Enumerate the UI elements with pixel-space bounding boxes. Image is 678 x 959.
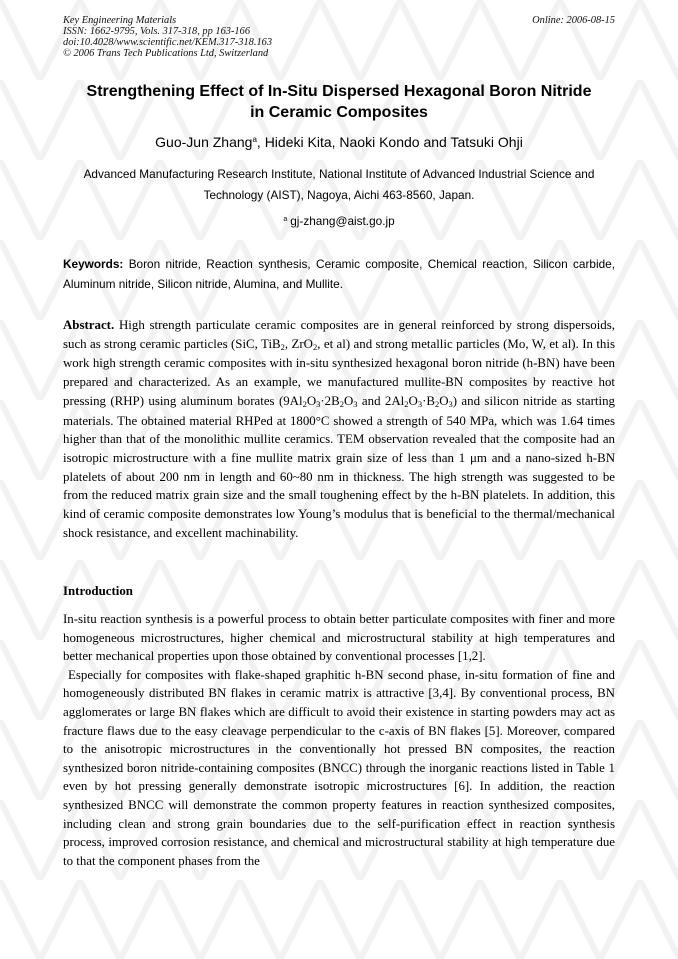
abstract-text: O bbox=[306, 393, 317, 408]
paper-title bbox=[40, 81, 638, 123]
abstract-text: and 2Al bbox=[357, 393, 405, 408]
subscript: 2 bbox=[434, 398, 440, 409]
subscript: 3 bbox=[448, 398, 453, 409]
abstract-text: O bbox=[343, 393, 354, 408]
doi-line: doi:10.4028/www.scientific.net/KEM.317-318.163 bbox=[63, 37, 273, 48]
abstract-section bbox=[63, 316, 615, 542]
title-line-1: Strengthening Effect of In-Situ Dispersed Hexagonal Boron Nitride bbox=[86, 83, 592, 100]
subscript: 2 bbox=[302, 398, 307, 409]
title-line-2: in Ceramic Composites bbox=[250, 104, 428, 121]
other-authors: , Hideki Kita, Naoki Kondo and Tatsuki Ohji bbox=[256, 134, 523, 150]
subscript: 2 bbox=[280, 341, 285, 352]
abstract-label: Abstract. bbox=[63, 318, 115, 332]
section-heading-introduction: Introduction bbox=[63, 584, 133, 598]
journal-header bbox=[63, 15, 272, 59]
email-address: gj-zhang@aist.go.jp bbox=[290, 214, 395, 228]
author-list bbox=[40, 132, 638, 152]
abstract-text: O bbox=[439, 393, 449, 408]
issn-line: ISSN: 1662-9795, Vols. 317-318, pp 163-166 bbox=[63, 26, 251, 37]
online-date: Online: 2006-08-15 bbox=[532, 15, 615, 26]
keywords-text: Boron nitride, Reaction synthesis, Ceramic composite, Chemical reaction, Silicon carbide, Aluminum nitride, Silicon nitride, Alumina, and Mullite. bbox=[63, 257, 615, 291]
subscript: 2 bbox=[404, 398, 409, 409]
abstract-text: ·B bbox=[422, 393, 435, 408]
abstract-text: , ZrO bbox=[284, 336, 313, 351]
author-affiliation-mark: a bbox=[252, 135, 257, 144]
subscript: 2 bbox=[312, 341, 318, 352]
abstract-text: ·2B bbox=[320, 393, 340, 408]
keywords-section bbox=[63, 254, 615, 294]
keywords-label: Keywords: bbox=[63, 257, 124, 271]
author-email bbox=[40, 214, 638, 229]
affiliation-line-2: Technology (AIST), Nagoya, Aichi 463-8560, Japan. bbox=[203, 187, 475, 202]
affiliation-line-1: Advanced Manufacturing Research Institute, National Institute of Advanced Industrial Science and bbox=[83, 167, 595, 181]
first-author: Guo-Jun Zhang bbox=[155, 134, 253, 150]
abstract-text: ) and silicon nitride as starting materials. The obtained material RHPed at 1800°C showed a strength of 540 MPa, which was 1.64 times higher than that of the monolithic mullite ceramics. TEM observation revealed that the composite had an isotropic microstructure with a fine mullite matrix grain size of less than 1 μm and a nano-sized h-BN platelets of about 200 nm in length and 60~80 nm in thickness. The high strength was suggested to be from the reduced matrix grain size and the small toughening effect by the h-BN platelets. In addition, this kind of ceramic composite demonstrates low Young’s modulus that is beneficial to the thermal/mechanical shock resistance, and excellent machinability. bbox=[63, 393, 615, 540]
introduction-body bbox=[63, 610, 615, 870]
abstract-text: High strength particulate ceramic composites are in general reinforced by strong dispersoids, such as strong ceramic particles (SiC, TiB bbox=[63, 318, 615, 351]
copyright-line: © 2006 Trans Tech Publications Ltd, Switzerland bbox=[63, 48, 269, 59]
subscript: 3 bbox=[417, 398, 423, 409]
intro-paragraph-1: In-situ reaction synthesis is a powerful process to obtain better particulate composites with finer and more homogeneous microstructures, higher chemical and microstructural stability at high temperatures and better mechanical properties upon those obtained by conventional processes [1,2]. bbox=[63, 612, 615, 664]
subscript: 3 bbox=[316, 398, 321, 409]
subscript: 3 bbox=[353, 398, 358, 409]
email-mark: a bbox=[283, 216, 288, 223]
abstract-text: , et al) and strong metallic particles (Mo, W, et al). In this work high strength ceramic composites with in-situ synthesized hexagonal boron nitride (h-BN) have been prepared and characterized. As an example, we manufactured mullite-BN composites by reactive hot pressing (RHP) using aluminum borates (9Al bbox=[63, 336, 615, 408]
abstract-text: O bbox=[408, 393, 418, 408]
journal-name: Key Engineering Materials bbox=[63, 15, 177, 26]
subscript: 2 bbox=[339, 398, 344, 409]
intro-paragraph-2: Especially for composites with flake-shaped graphitic h-BN second phase, in-situ formation of fine and homogeneously distributed BN flakes in ceramic matrix is attractive [3,4]. By conventional process, BN agglomerates or large BN flakes which are difficult to avoid their existence in starting powders may act as fracture flaws due to the easy cleavage perpendicular to the c-axis of BN flakes [5]. Moreover, compared to the anisotropic microstructures in the conventionally hot pressed BN composites, the reaction synthesized boron nitride-containing composites (BNCC) through the inorganic reactions listed in Table 1 even by hot pressing generally demonstrate isotropic microstructures [6]. In addition, the reaction synthesized BNCC will demonstrate the common property features in reaction synthesized composites, including clean and strong grain boundaries due to the self-purification effect in reaction synthesis process, improved corrosion resistance, and chemical and microstructural stability at high temperature due to that the component phases from the bbox=[63, 667, 615, 868]
affiliation bbox=[55, 164, 623, 205]
